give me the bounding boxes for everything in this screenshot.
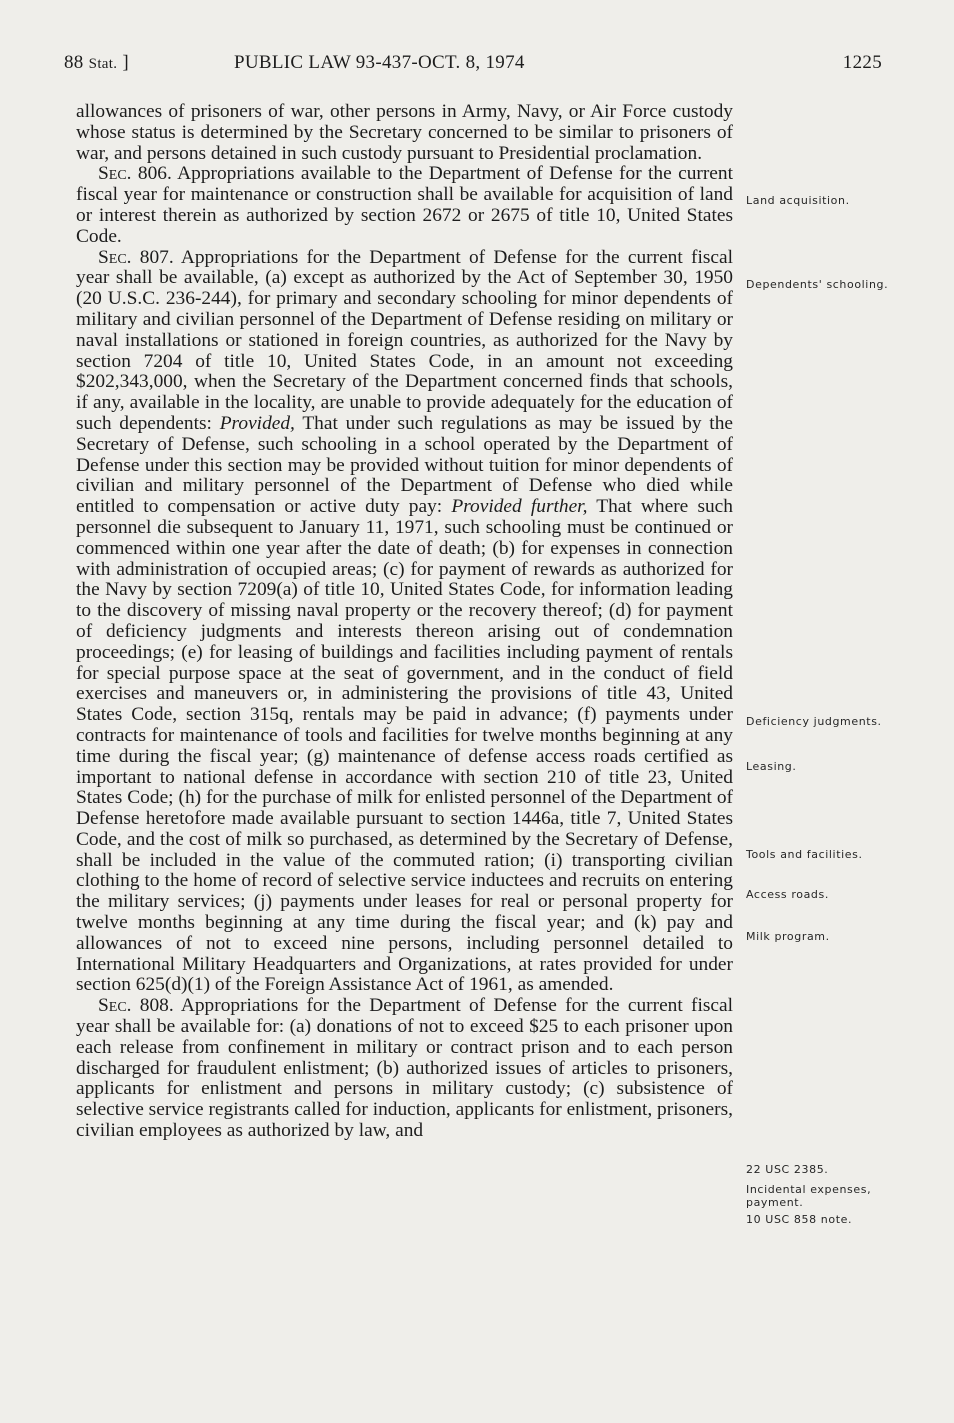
margin-note-usc-2385: 22 USC 2385.	[746, 1163, 829, 1176]
margin-note-usc-858: 10 USC 858 note.	[746, 1213, 853, 1226]
margin-note-incidental-expenses: Incidental expenses, payment.	[746, 1183, 872, 1209]
section-807-label: Sec. 807.	[98, 246, 174, 268]
section-807-text-a: Appropriations for the Department of Defense for the current fiscal year shall be available, (a) except as authorized by the Act of September 30, 1950 (20 U.S.C. 236-244), for primary and secondary schooling for minor dependents of military and civilian personnel of the Department of Defense residing on military or naval installations or stationed in foreign countries, as authorized for the Navy by section 7204 of title 10, United States Code, in an amount not exceeding $202,343,000, when the Secretary of the Department concerned finds that schools, if any, available in the locality, are unable to provide adequately for the education of such dependents:	[76, 246, 733, 434]
section-806-text: Appropriations available to the Department of Defense for the current fiscal year for maintenance or construction shall be available for acquisition of land or interest therein as authorized by section 2672 or 2675 of title 10, United States Code.	[76, 163, 733, 247]
law-title: PUBLIC LAW 93-437-OCT. 8, 1974	[234, 52, 525, 73]
section-807	[76, 248, 733, 997]
stat-label: Stat.	[88, 56, 118, 72]
margin-note-access-roads: Access roads.	[746, 888, 829, 901]
margin-note-dependents-schooling: Dependents' schooling.	[746, 278, 889, 291]
statute-body	[76, 102, 733, 1142]
margin-note-land-acquisition: Land acquisition.	[746, 194, 850, 207]
section-806	[76, 164, 733, 247]
paragraph-continued: allowances of prisoners of war, other persons in Army, Navy, or Air Force custody whose status is determined by the Secretary concerned to be similar to prisoners of war, and persons detained in such custody pursuant to Presidential proclamation.	[76, 101, 733, 164]
provided-further-clause: Provided further,	[451, 496, 588, 518]
stat-citation	[64, 52, 129, 74]
section-808	[76, 996, 733, 1142]
margin-note-leasing: Leasing.	[746, 760, 797, 773]
page-header	[64, 52, 882, 82]
section-807-text-c: That where such personnel die subsequent to January 11, 1971, such schooling must be continued or commenced within one year after the date of death; (b) for expenses in connection with administration of occupied areas; (c) for payment of rewards as authorized for the Navy by section 7209(a) of title 10, United States Code, for information leading to the discovery of missing naval property or the recovery thereof; (d) for payment of deficiency judgments and interests thereon arising out of condemnation proceedings; (e) for leasing of buildings and facilities including payment of rentals for special purpose space at the seat of government, and in the conduct of field exercises and maneuvers or, in administering the provisions of title 43, United States Code, section 315q, rentals may be paid in advance; (f) payments under contracts for maintenance of tools and facilities for twelve months beginning at any time during the fiscal year; (g) maintenance of defense access roads certified as important to national defense in accordance with section 210 of title 23, United States Code; (h) for the purchase of milk for enlisted personnel of the Department of Defense heretofore made available pursuant to section 1446a, title 7, United States Code, and the cost of milk so purchased, as determined by the Secretary of Defense, shall be included in the value of the commuted ration; (i) transporting civilian clothing to the home of record of selective service inductees and recruits on entering the military services; (j) payments under leases for real or personal property for twelve months beginning at any time during the fiscal year; and (k) pay and allowances of not to exceed nine persons, including personnel detailed to International Military Headquarters and Organizations, at rates provided for under section 625(d)(1) of the Foreign Assistance Act of 1961, as amended.	[76, 496, 733, 996]
stat-number: 88	[64, 52, 84, 73]
margin-note-milk-program: Milk program.	[746, 930, 830, 943]
section-807-text-b: That under such regulations as may be issued by the Secretary of Defense, such schooling in a school operated by the Department of Defense under this section may be provided without tuition for minor dependents of civilian and military personnel of the Department of Defense who died while entitled to compensation or active duty pay:	[76, 412, 733, 518]
section-806-label: Sec. 806.	[98, 163, 172, 185]
section-808-label: Sec. 808.	[98, 995, 174, 1017]
provided-clause: Provided,	[219, 412, 295, 434]
page-number: 1225	[842, 52, 882, 73]
section-808-text: Appropriations for the Department of Defense for the current fiscal year shall be available for: (a) donations of not to exceed $25 to each prisoner upon each release from confinement in military or contract prison and to each person discharged for fraudulent enlistment; (b) authorized issues of articles to prisoners, applicants for enlistment and persons in military custody; (c) subsistence of selective service registrants called for induction, applicants for enlistment, prisoners, civilian employees as authorized by law, and	[76, 995, 733, 1142]
margin-note-deficiency-judgments: Deficiency judgments.	[746, 715, 882, 728]
margin-note-tools-facilities: Tools and facilities.	[746, 848, 863, 861]
stat-bracket: ]	[122, 52, 129, 73]
